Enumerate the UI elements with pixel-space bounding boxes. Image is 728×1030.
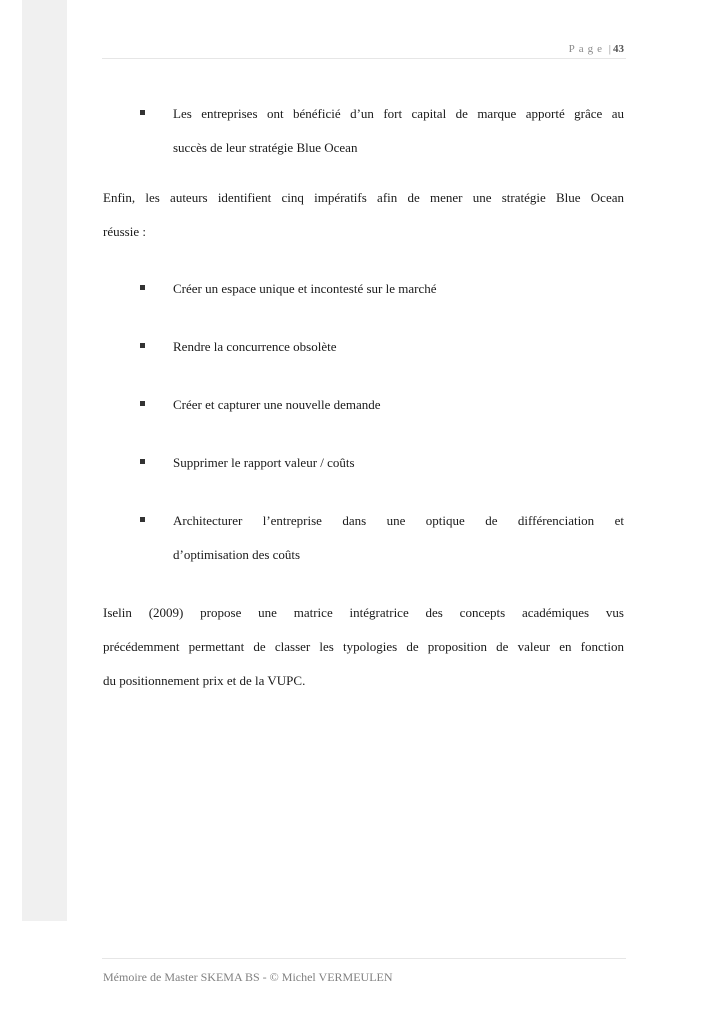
imperative-item xyxy=(103,446,624,480)
imperative-text: d’optimisation des coûts xyxy=(173,547,301,562)
page-content xyxy=(103,97,624,698)
imperative-item xyxy=(103,388,624,422)
page-number: 43 xyxy=(613,43,624,55)
page-separator: | xyxy=(608,43,611,55)
paragraph-line: du positionnement prix et de la VUPC. xyxy=(103,673,306,688)
imperative-item xyxy=(103,272,624,306)
imperative-item xyxy=(103,330,624,364)
square-bullet-icon xyxy=(140,517,145,522)
imperative-text: Architecturer l’entreprise dans une optique de différenciation et xyxy=(173,513,624,528)
imperative-text: Supprimer le rapport valeur / coûts xyxy=(173,455,355,470)
page-side-band xyxy=(22,0,67,921)
square-bullet-icon xyxy=(140,401,145,406)
paragraph-line: Iselin (2009) propose une matrice intégratrice des concepts académiques vus xyxy=(103,605,624,620)
page-number-label xyxy=(569,43,624,55)
bullet-line: Les entreprises ont bénéficié d’un fort capital de marque apporté grâce au xyxy=(173,106,624,121)
square-bullet-icon xyxy=(140,285,145,290)
imperative-item xyxy=(103,504,624,572)
bullet-brand-capital xyxy=(103,97,624,165)
imperative-text: Créer et capturer une nouvelle demande xyxy=(173,397,381,412)
paragraph-line: précédemment permettant de classer les typologies de proposition de valeur en fonction xyxy=(103,639,624,654)
square-bullet-icon xyxy=(140,343,145,348)
square-bullet-icon xyxy=(140,110,145,115)
page-header xyxy=(102,40,626,59)
paragraph-line: réussie : xyxy=(103,224,146,239)
paragraph-imperatives-intro xyxy=(103,181,624,249)
bullet-line: succès de leur stratégie Blue Ocean xyxy=(173,140,358,155)
page-footer xyxy=(102,958,626,984)
paragraph-line: Enfin, les auteurs identifient cinq impératifs afin de mener une stratégie Blue Ocean xyxy=(103,190,624,205)
page-word: Page xyxy=(568,43,607,55)
paragraph-iselin-matrix xyxy=(103,596,624,698)
imperative-text: Créer un espace unique et incontesté sur le marché xyxy=(173,281,437,296)
square-bullet-icon xyxy=(140,459,145,464)
imperative-text: Rendre la concurrence obsolète xyxy=(173,339,337,354)
footer-text: Mémoire de Master SKEMA BS - © Michel VERMEULEN xyxy=(103,970,393,984)
